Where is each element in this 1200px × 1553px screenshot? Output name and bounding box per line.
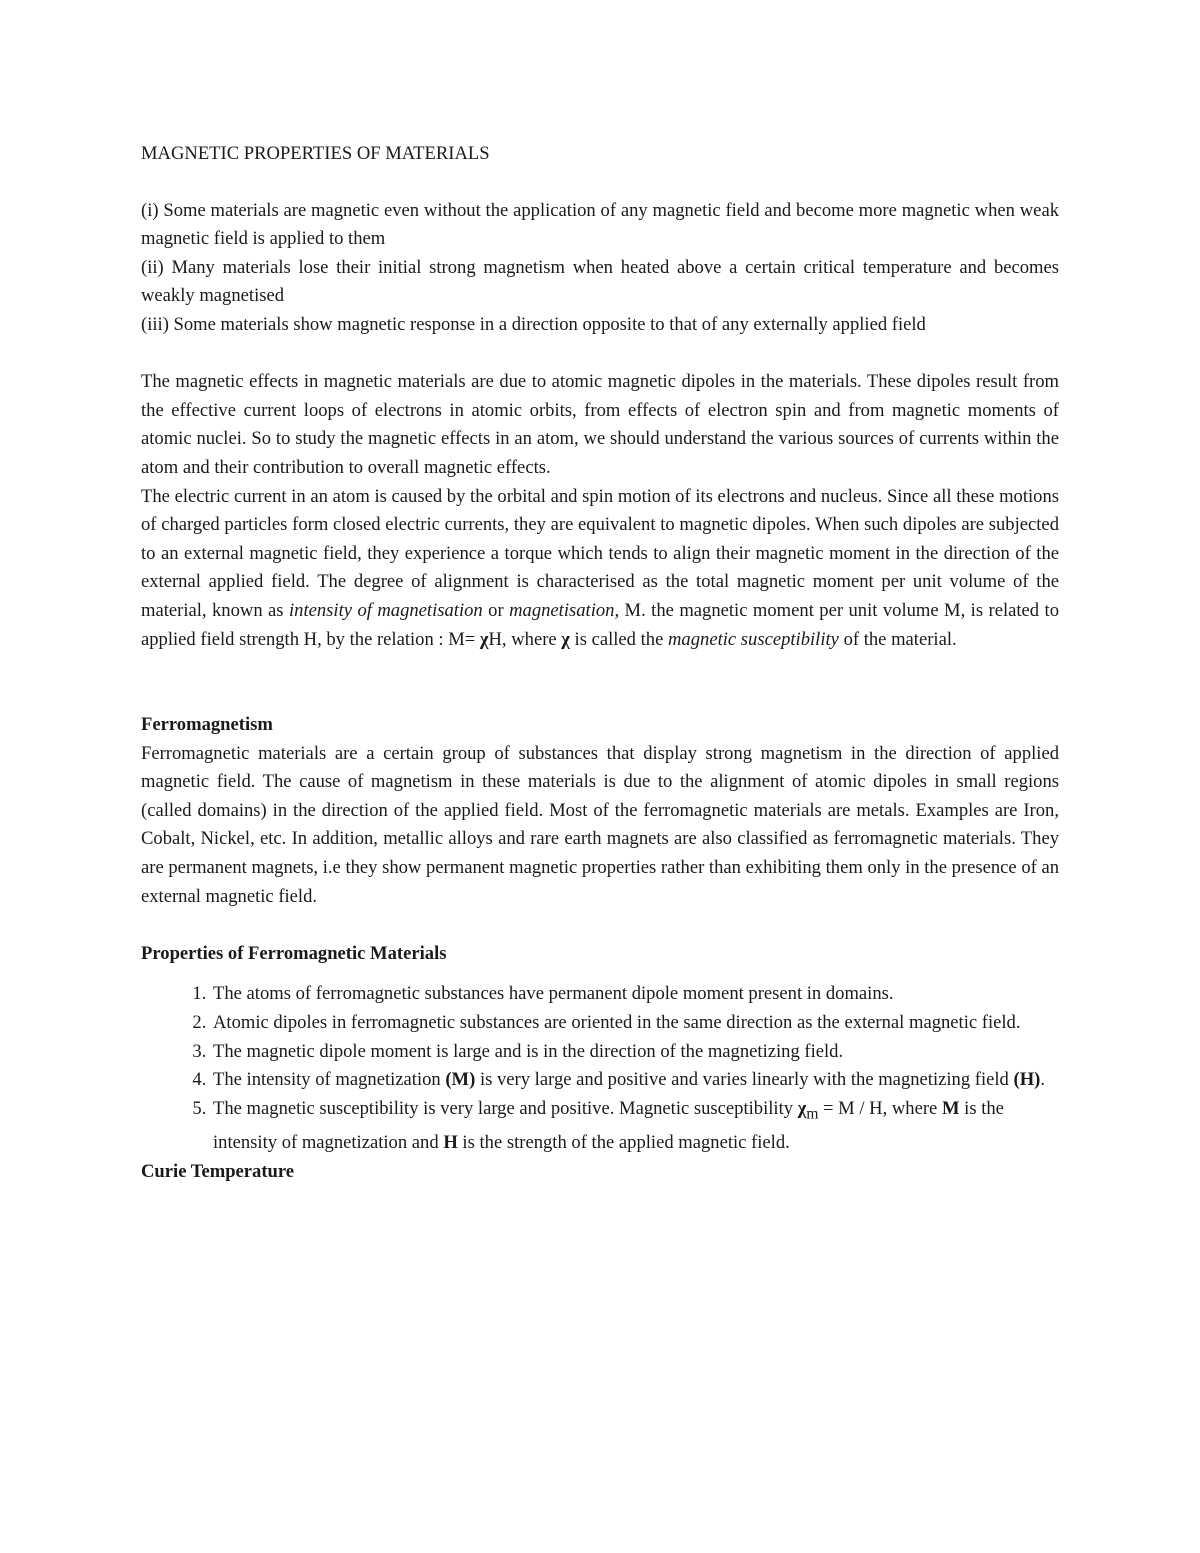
- intro-point-1: (i) Some materials are magnetic even without the application of any magnetic field and become more magnetic when weak magnetic field is applied to them: [141, 199, 1059, 250]
- chi-symbol: χ: [561, 628, 570, 650]
- paragraph-magnetisation: The electric current in an atom is caused by the orbital and spin motion of its electrons and nucleus. Since all these motions of charged particles form closed electric currents, they are equivalent to magnetic dipoles. When such dipoles are subjected to an external magnetic field, they experience a torque which tends to align their magnetic moment in the direction of the external applied field. The degree of alignment is characterised as the total magnetic moment per unit volume of the material, known as intensity of magnetisation or magnetisation, M. the magnetic moment per unit volume M, is related to applied field strength H, by the relation : M= χH, where χ is called the magnetic susceptibility of the material.: [141, 485, 1060, 650]
- paragraph-atomic-dipoles: The magnetic effects in magnetic materials are due to atomic magnetic dipoles in the materials. These dipoles result from the effective current loops of electrons in atomic orbits, from effects of electron spin and from magnetic moments of atomic nuclei. So to study the magnetic effects in an atom, we should understand the various sources of currents within the atom and their contribution to overall magnetic effects.: [141, 371, 1059, 478]
- list-item: 5. The magnetic susceptibility is very large and positive. Magnetic susceptibility $\chi_m = M / H$, where M is the intensity of magnetization and H is the strength of the applied magnetic field.: [211, 1095, 1059, 1158]
- term-magnetic-susceptibility: magnetic susceptibility: [668, 628, 839, 650]
- intro-point-2: (ii) Many materials lose their initial strong magnetism when heated above a certain critical temperature and becomes weakly magnetised: [141, 256, 1059, 307]
- chi-symbol: χ: [479, 628, 489, 650]
- properties-list: [141, 980, 1059, 1157]
- term-intensity-of-magnetisation: intensity of magnetisation: [289, 599, 483, 621]
- heading-properties: Properties of Ferromagnetic Materials: [141, 942, 447, 964]
- list-item: 3. The magnetic dipole moment is large and is in the direction of the magnetizing field.: [211, 1038, 1059, 1067]
- heading-ferromagnetism: Ferromagnetism: [141, 714, 273, 736]
- list-item: 2. Atomic dipoles in ferromagnetic substances are oriented in the same direction as the external magnetic field.: [211, 1009, 1059, 1038]
- document-title: MAGNETIC PROPERTIES OF MATERIALS: [141, 143, 490, 164]
- intro-point-3: (iii) Some materials show magnetic response in a direction opposite to that of any externally applied field: [141, 313, 926, 335]
- term-magnetisation: magnetisation,: [509, 599, 620, 621]
- list-item: 4. The intensity of magnetization (M) is very large and positive and varies linearly with the magnetizing field (H).: [211, 1066, 1059, 1095]
- document-page: [141, 140, 1059, 1186]
- paragraph-ferromagnetism: Ferromagnetic materials are a certain group of substances that display strong magnetism in the direction of applied magnetic field. The cause of magnetism in these materials is due to the alignment of atomic dipoles in small regions (called domains) in the direction of the applied field. Most of the ferromagnetic materials are metals. Examples are Iron, Cobalt, Nickel, etc. In addition, metallic alloys and rare earth magnets are also classified as ferromagnetic materials. They are permanent magnets, i.e they show permanent magnetic properties rather than exhibiting them only in the presence of an external magnetic field.: [141, 742, 1060, 907]
- chi-symbol: χ: [797, 1097, 807, 1119]
- heading-curie-temperature: Curie Temperature: [141, 1160, 295, 1182]
- list-item: 1. The atoms of ferromagnetic substances have permanent dipole moment present in domains.: [211, 980, 1059, 1009]
